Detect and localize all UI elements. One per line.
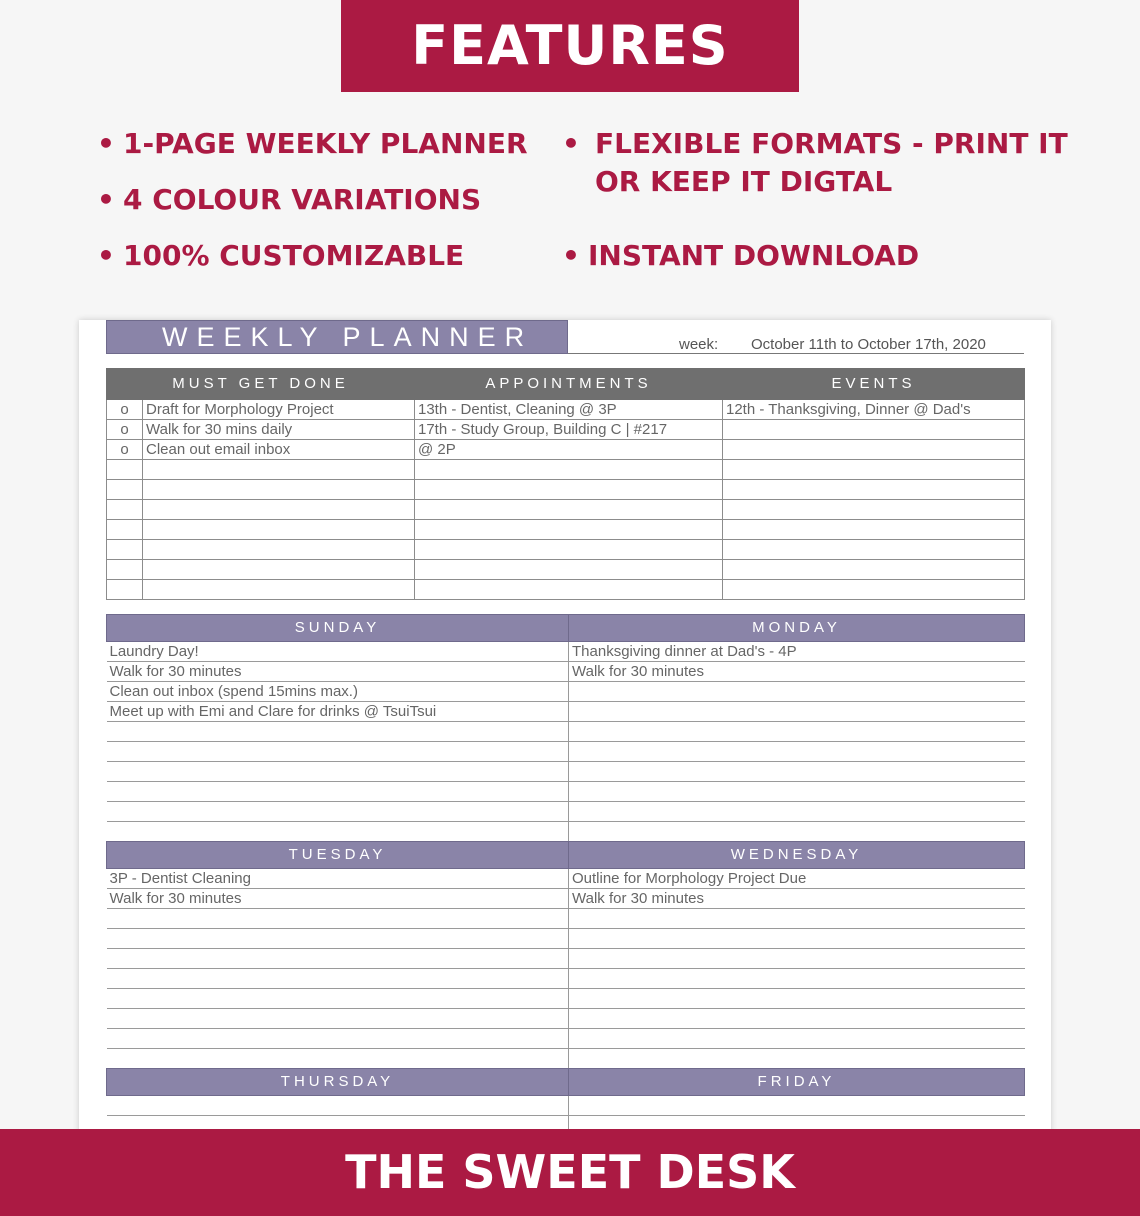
features-banner [341,0,799,92]
day-row [107,989,1025,1009]
day-header-monday: MONDAY [569,615,1025,642]
task-mark[interactable] [107,480,143,500]
monday-entry[interactable] [569,822,1025,842]
appointment-cell[interactable] [415,580,723,600]
monday-entry[interactable] [569,702,1025,722]
event-cell[interactable] [723,520,1025,540]
day-header-friday: FRIDAY [569,1069,1025,1096]
monday-entry[interactable] [569,682,1025,702]
tuesday-entry[interactable]: Walk for 30 minutes [107,889,569,909]
title-underline [568,353,1024,354]
task-mark[interactable] [107,560,143,580]
column-header-events: EVENTS [723,369,1025,400]
day-row [107,742,1025,762]
task-cell[interactable] [143,540,415,560]
task-row [107,500,1025,520]
feature-item [97,125,528,163]
wednesday-entry[interactable] [569,949,1025,969]
sunday-entry[interactable]: Walk for 30 minutes [107,662,569,682]
bullet-icon: • [97,127,115,160]
event-cell[interactable] [723,560,1025,580]
day-row [107,822,1025,842]
task-row [107,540,1025,560]
monday-entry[interactable] [569,762,1025,782]
planner-sheet [79,320,1051,1150]
task-row [107,520,1025,540]
day-row [107,802,1025,822]
sunday-entry[interactable] [107,802,569,822]
tuesday-entry[interactable] [107,989,569,1009]
tuesday-entry[interactable] [107,1009,569,1029]
tasks-body [107,400,1025,600]
tasks-table [106,368,1025,600]
day-row [107,722,1025,742]
feature-text: FLEXIBLE FORMATS - PRINT IT [595,127,1068,160]
days-table-tue-wed [106,841,1025,1069]
footer-banner [0,1129,1140,1216]
day-row [107,1096,1025,1116]
wednesday-entry[interactable]: Walk for 30 minutes [569,889,1025,909]
day-row [107,969,1025,989]
monday-entry[interactable]: Walk for 30 minutes [569,662,1025,682]
feature-text: 100% CUSTOMIZABLE [123,239,465,272]
day-row [107,782,1025,802]
task-cell[interactable] [143,580,415,600]
appointment-cell[interactable] [415,460,723,480]
task-cell[interactable] [143,500,415,520]
day-row [107,1029,1025,1049]
day-row [107,702,1025,722]
task-cell[interactable]: Draft for Morphology Project [143,400,415,420]
day-header-wednesday: WEDNESDAY [569,842,1025,869]
sunday-entry[interactable] [107,782,569,802]
task-cell[interactable]: Walk for 30 mins daily [143,420,415,440]
tuesday-entry[interactable] [107,969,569,989]
task-row [107,440,1025,460]
feature-text: INSTANT DOWNLOAD [588,239,920,272]
wednesday-entry[interactable] [569,1029,1025,1049]
feature-item [562,125,1068,163]
monday-entry[interactable] [569,722,1025,742]
bullet-icon: • [562,239,580,272]
monday-entry[interactable] [569,802,1025,822]
bullet-icon: • [97,239,115,272]
day-row [107,889,1025,909]
wednesday-entry[interactable] [569,969,1025,989]
week-value[interactable]: October 11th to October 17th, 2020 [751,336,986,353]
task-mark[interactable] [107,540,143,560]
task-row [107,580,1025,600]
appointment-cell[interactable] [415,540,723,560]
features-title: FEATURES [411,14,729,77]
task-cell[interactable] [143,460,415,480]
friday-entry[interactable] [569,1096,1025,1116]
appointment-cell[interactable] [415,520,723,540]
wednesday-entry[interactable] [569,1009,1025,1029]
week-label: week: [679,336,719,353]
planner-title: WEEKLY PLANNER [106,320,568,354]
task-cell[interactable] [143,520,415,540]
bullet-icon: • [97,183,115,216]
sunday-entry[interactable] [107,762,569,782]
wednesday-entry[interactable]: Outline for Morphology Project Due [569,869,1025,889]
feature-item [562,237,919,275]
task-cell[interactable] [143,480,415,500]
appointment-cell[interactable] [415,480,723,500]
wednesday-entry[interactable] [569,909,1025,929]
task-mark[interactable]: o [107,420,143,440]
tuesday-entry[interactable] [107,909,569,929]
event-cell[interactable] [723,420,1025,440]
day-header-sunday: SUNDAY [107,615,569,642]
wednesday-entry[interactable] [569,929,1025,949]
column-header-must-get-done: MUST GET DONE [107,369,415,400]
event-cell[interactable]: 12th - Thanksgiving, Dinner @ Dad's [723,400,1025,420]
task-mark[interactable]: o [107,400,143,420]
feature-item [97,237,464,275]
task-mark[interactable]: o [107,440,143,460]
brand-name: THE SWEET DESK [345,1145,795,1199]
sunday-entry[interactable]: Laundry Day! [107,642,569,662]
event-cell[interactable] [723,480,1025,500]
event-cell[interactable] [723,540,1025,560]
monday-entry[interactable]: Thanksgiving dinner at Dad's - 4P [569,642,1025,662]
tuesday-entry[interactable] [107,949,569,969]
feature-item-continued [595,163,892,201]
event-cell[interactable] [723,500,1025,520]
feature-text: 1-PAGE WEEKLY PLANNER [123,127,528,160]
sunday-entry[interactable]: Meet up with Emi and Clare for drinks @ TsuiTsui [107,702,569,722]
appointment-cell[interactable]: @ 2P [415,440,723,460]
monday-entry[interactable] [569,742,1025,762]
day-row [107,1009,1025,1029]
day-header-thursday: THURSDAY [107,1069,569,1096]
appointment-cell[interactable] [415,500,723,520]
task-row [107,460,1025,480]
task-row [107,480,1025,500]
task-mark[interactable] [107,520,143,540]
thursday-entry[interactable] [107,1096,569,1116]
task-mark[interactable] [107,580,143,600]
day-row [107,869,1025,889]
day-row [107,929,1025,949]
task-cell[interactable] [143,560,415,580]
sunday-entry[interactable] [107,722,569,742]
day-row [107,1049,1025,1069]
day-row [107,909,1025,929]
day-header-tuesday: TUESDAY [107,842,569,869]
event-cell[interactable] [723,580,1025,600]
day-row [107,949,1025,969]
sunday-entry[interactable] [107,742,569,762]
tuesday-entry[interactable]: 3P - Dentist Cleaning [107,869,569,889]
task-row [107,400,1025,420]
task-mark[interactable] [107,460,143,480]
day-row [107,762,1025,782]
tuesday-entry[interactable] [107,1049,569,1069]
feature-item [97,181,481,219]
tuesday-entry[interactable] [107,1029,569,1049]
day-row [107,662,1025,682]
appointment-cell[interactable]: 17th - Study Group, Building C | #217 [415,420,723,440]
monday-entry[interactable] [569,782,1025,802]
days-table-sun-mon [106,614,1025,842]
day-row [107,682,1025,702]
bullet-icon: • [562,127,580,160]
day-row [107,642,1025,662]
task-mark[interactable] [107,500,143,520]
task-row [107,420,1025,440]
appointment-cell[interactable]: 13th - Dentist, Cleaning @ 3P [415,400,723,420]
column-header-appointments: APPOINTMENTS [415,369,723,400]
sunday-entry[interactable] [107,822,569,842]
wednesday-entry[interactable] [569,989,1025,1009]
task-cell[interactable]: Clean out email inbox [143,440,415,460]
feature-text: 4 COLOUR VARIATIONS [123,183,482,216]
event-cell[interactable] [723,440,1025,460]
task-row [107,560,1025,580]
sunday-entry[interactable]: Clean out inbox (spend 15mins max.) [107,682,569,702]
appointment-cell[interactable] [415,560,723,580]
feature-text: OR KEEP IT DIGTAL [595,165,893,198]
wednesday-entry[interactable] [569,1049,1025,1069]
event-cell[interactable] [723,460,1025,480]
tuesday-entry[interactable] [107,929,569,949]
